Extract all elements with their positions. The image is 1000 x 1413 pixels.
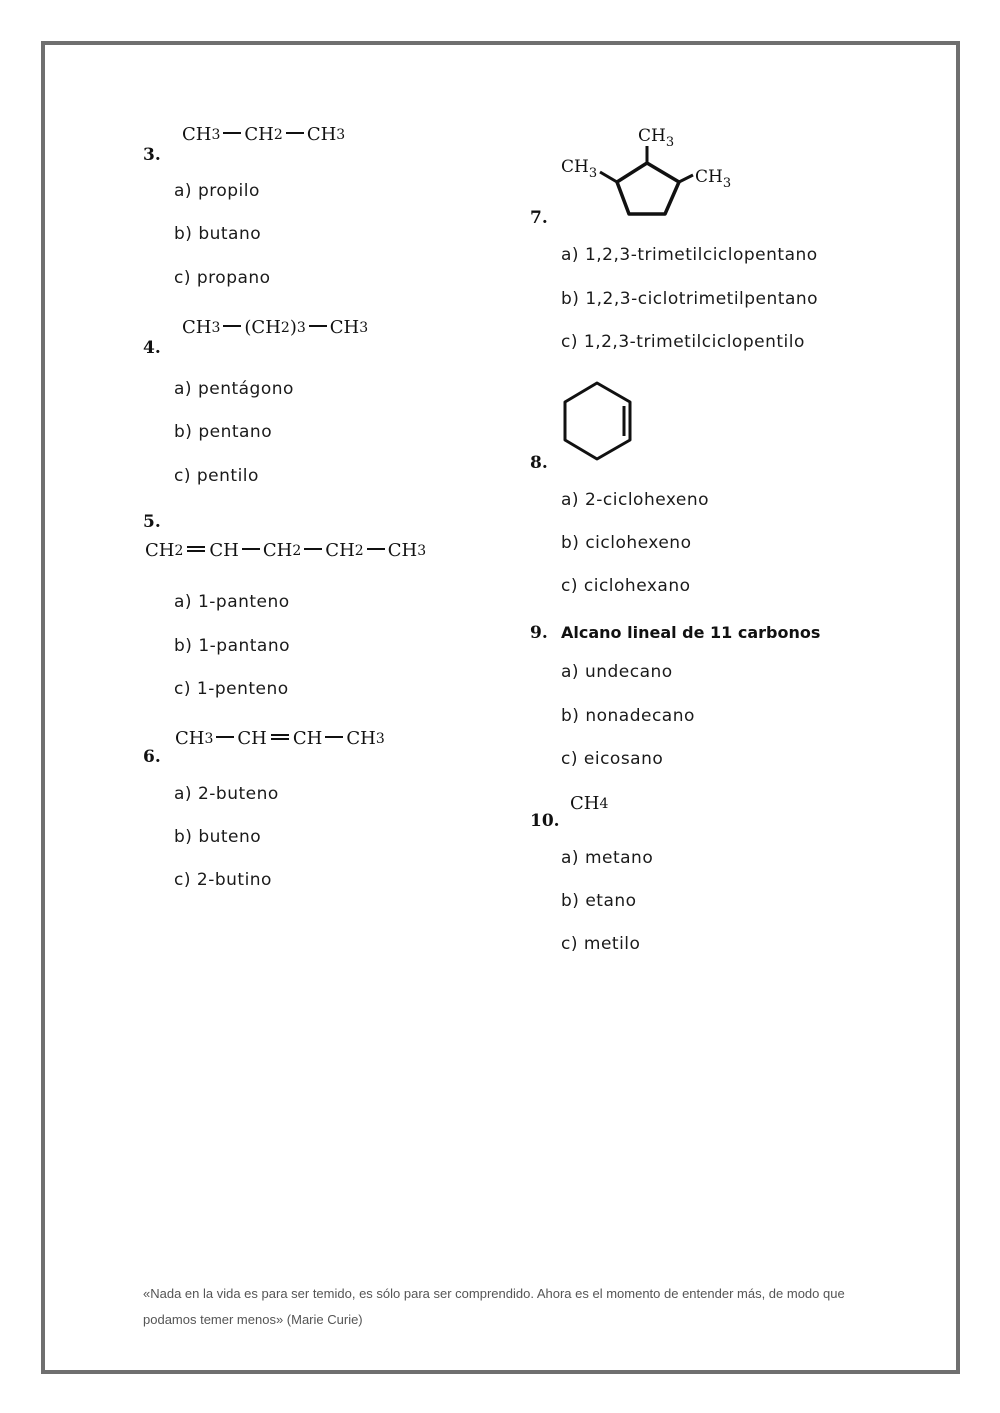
question-8-option-c[interactable]: c) ciclohexano bbox=[561, 576, 691, 596]
question-7-option-a[interactable]: a) 1,2,3-trimetilciclopentano bbox=[561, 245, 818, 265]
question-9-prompt: Alcano lineal de 11 carbonos bbox=[561, 623, 821, 642]
question-7-option-b[interactable]: b) 1,2,3-ciclotrimetilpentano bbox=[561, 289, 819, 309]
question-6-option-a[interactable]: a) 2-buteno bbox=[174, 784, 279, 804]
question-9-option-a[interactable]: a) undecano bbox=[561, 662, 673, 682]
question-5-option-b[interactable]: b) 1-pantano bbox=[174, 636, 291, 656]
question-5-formula: CH 2 CH CH 2 CH 2 CH 3 bbox=[145, 540, 427, 561]
question-6-formula: CH 3 CH CH CH 3 bbox=[175, 728, 385, 749]
question-4-number: 4. bbox=[143, 338, 161, 358]
methyl-right-label: $CH_3$ bbox=[695, 167, 732, 191]
question-6-option-b[interactable]: b) buteno bbox=[174, 827, 262, 847]
trimethylcyclopentane-structure bbox=[555, 120, 755, 225]
footer-quote: «Nada en la vida es para ser temido, es sólo para ser comprendido. Ahora es el momento de entender más, de modo que podamos temer menos» (Marie Curie) bbox=[143, 1286, 845, 1327]
question-9-number: 9. bbox=[530, 623, 548, 643]
question-10-number: 10. bbox=[530, 811, 560, 831]
question-9-option-b[interactable]: b) nonadecano bbox=[561, 706, 695, 726]
question-10-option-c[interactable]: c) metilo bbox=[561, 934, 641, 954]
question-8-option-b[interactable]: b) ciclohexeno bbox=[561, 533, 692, 553]
methyl-left-label: $CH_3$ bbox=[561, 157, 598, 181]
question-3-option-b[interactable]: b) butano bbox=[174, 224, 262, 244]
question-5-number: 5. bbox=[143, 512, 161, 532]
question-6-number: 6. bbox=[143, 747, 161, 767]
question-3-option-c[interactable]: c) propano bbox=[174, 268, 271, 288]
question-10-option-a[interactable]: a) metano bbox=[561, 848, 654, 868]
question-3-number: 3. bbox=[143, 145, 161, 165]
question-6-option-c[interactable]: c) 2-butino bbox=[174, 870, 272, 890]
question-8-option-a[interactable]: a) 2-ciclohexeno bbox=[561, 490, 710, 510]
question-3-formula: CH 3 CH 2 CH 3 bbox=[182, 124, 346, 145]
question-7-number: 7. bbox=[530, 208, 548, 228]
question-5-option-c[interactable]: c) 1-penteno bbox=[174, 679, 289, 699]
question-7-option-c[interactable]: c) 1,2,3-trimetilciclopentilo bbox=[561, 332, 805, 352]
question-4-option-c[interactable]: c) pentilo bbox=[174, 466, 259, 486]
question-5-option-a[interactable]: a) 1-panteno bbox=[174, 592, 290, 612]
question-4-option-a[interactable]: a) pentágono bbox=[174, 379, 294, 399]
question-8-number: 8. bbox=[530, 453, 548, 473]
methyl-top-label: $CH_3$ bbox=[638, 126, 675, 150]
question-9-option-c[interactable]: c) eicosano bbox=[561, 749, 664, 769]
question-10-formula: CH 4 bbox=[570, 793, 609, 814]
question-4-formula: CH 3 (CH 2 ) 3 CH 3 bbox=[182, 317, 369, 338]
cyclohexene-structure bbox=[555, 375, 645, 470]
question-3-option-a[interactable]: a) propilo bbox=[174, 181, 260, 201]
question-10-option-b[interactable]: b) etano bbox=[561, 891, 637, 911]
question-4-option-b[interactable]: b) pentano bbox=[174, 422, 273, 442]
